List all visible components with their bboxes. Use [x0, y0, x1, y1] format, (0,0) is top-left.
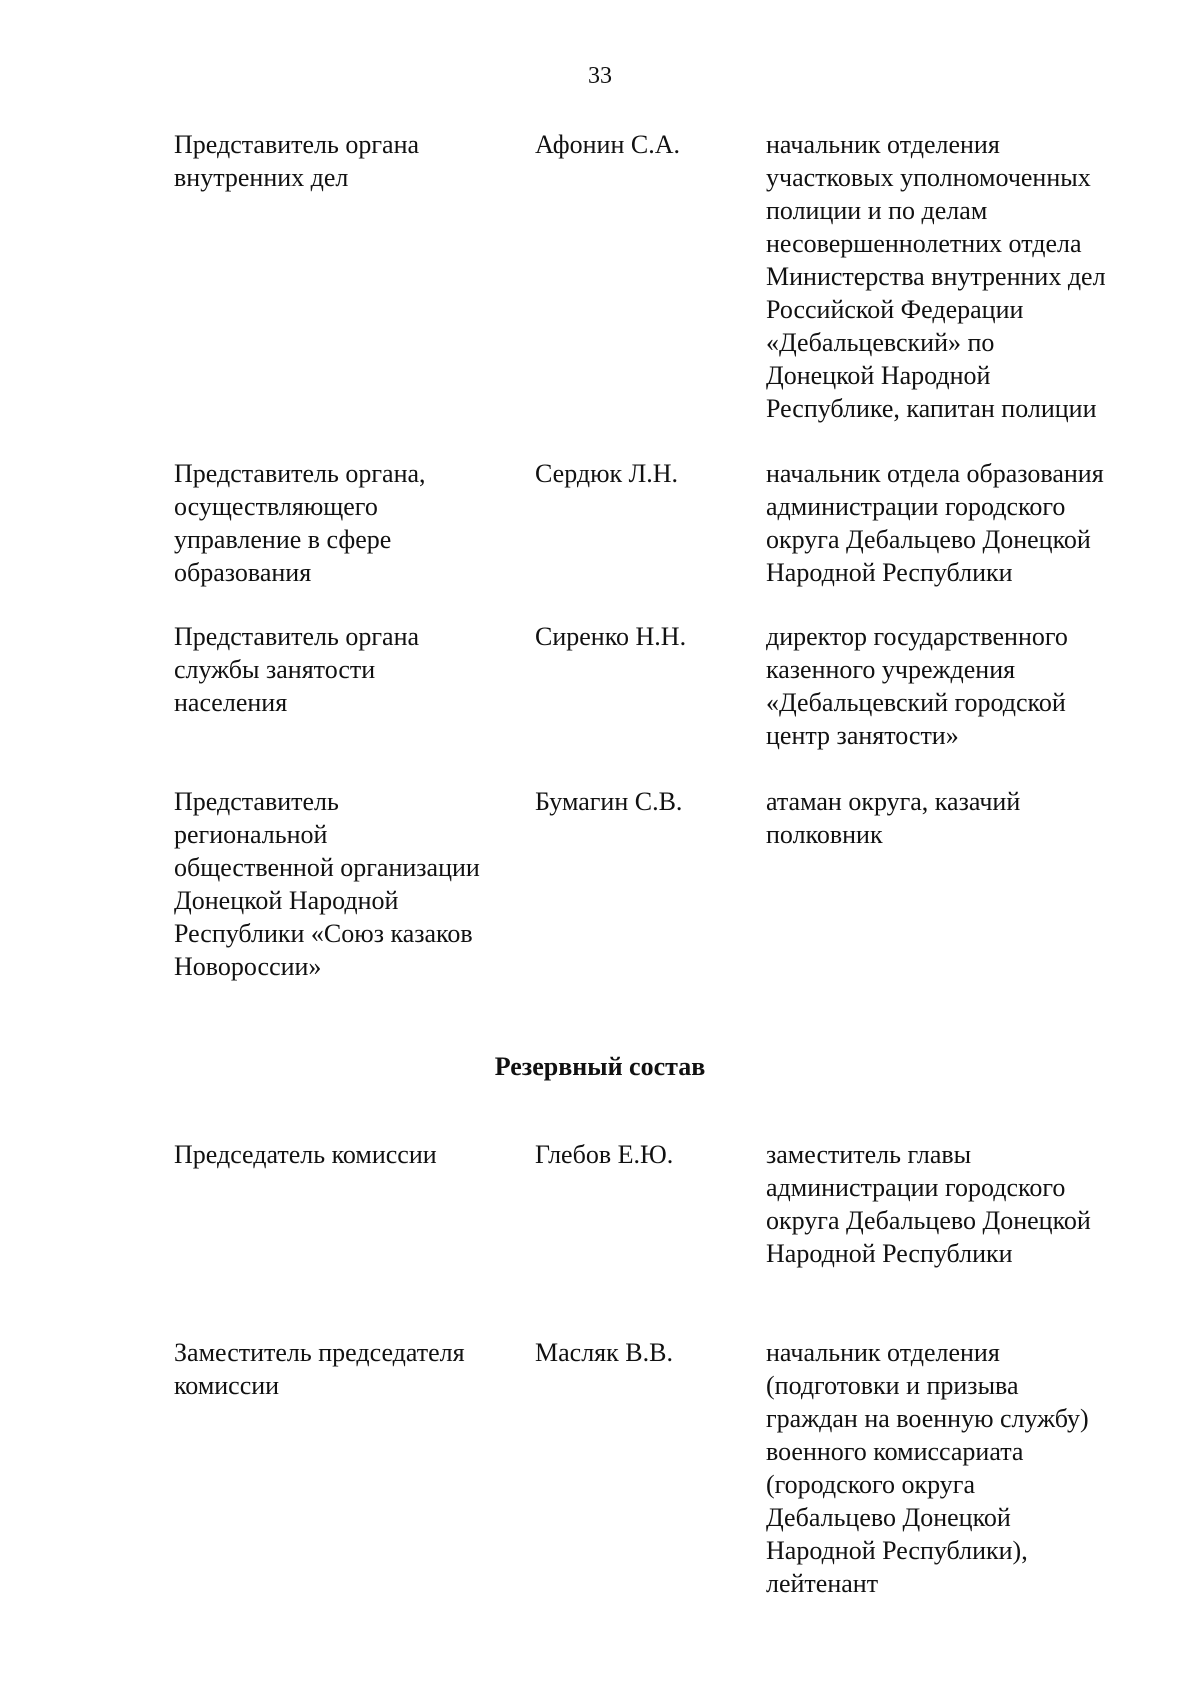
- member-name: Глебов Е.Ю.: [535, 1140, 674, 1169]
- member-description: начальник отделения (подготовки и призыва граждан на военную службу) военного комиссариата (городского округа Дебальцево Донецкой Народной Республики), лейтенант: [766, 1338, 1089, 1598]
- member-description: директор государственного казенного учреждения «Дебальцевский городской центр занятости»: [766, 622, 1068, 750]
- member-role: Председатель комиссии: [174, 1140, 437, 1169]
- member-description: начальник отделения участковых уполномоченных полиции и по делам несовершеннолетних отдела Министерства внутренних дел Российской Федерации «Дебальцевский» по Донецкой Народной Республике, капитан полиции: [766, 130, 1106, 423]
- member-name: Масляк В.В.: [535, 1338, 673, 1367]
- member-role: Представитель органа внутренних дел: [174, 130, 420, 192]
- member-name: Бумагин С.В.: [535, 787, 683, 816]
- member-name: Сиренко Н.Н.: [535, 622, 687, 651]
- member-role: Заместитель председателя комиссии: [174, 1338, 465, 1400]
- member-description: атаман округа, казачий полковник: [766, 787, 1021, 849]
- member-role: Представитель региональной общественной организации Донецкой Народной Республики «Союз казаков Новороссии»: [174, 787, 480, 981]
- member-role: Представитель органа, осуществляющего управление в сфере образования: [174, 459, 426, 587]
- page-number: 33: [588, 63, 612, 89]
- member-name: Сердюк Л.Н.: [535, 459, 679, 488]
- reserve-section-heading: Резервный состав: [494, 1052, 706, 1081]
- member-name: Афонин С.А.: [535, 130, 680, 159]
- member-description: начальник отдела образования администрации городского округа Дебальцево Донецкой Народной Республики: [766, 459, 1104, 587]
- member-role: Представитель органа службы занятости населения: [174, 622, 420, 717]
- member-description: заместитель главы администрации городского округа Дебальцево Донецкой Народной Республики: [766, 1140, 1091, 1268]
